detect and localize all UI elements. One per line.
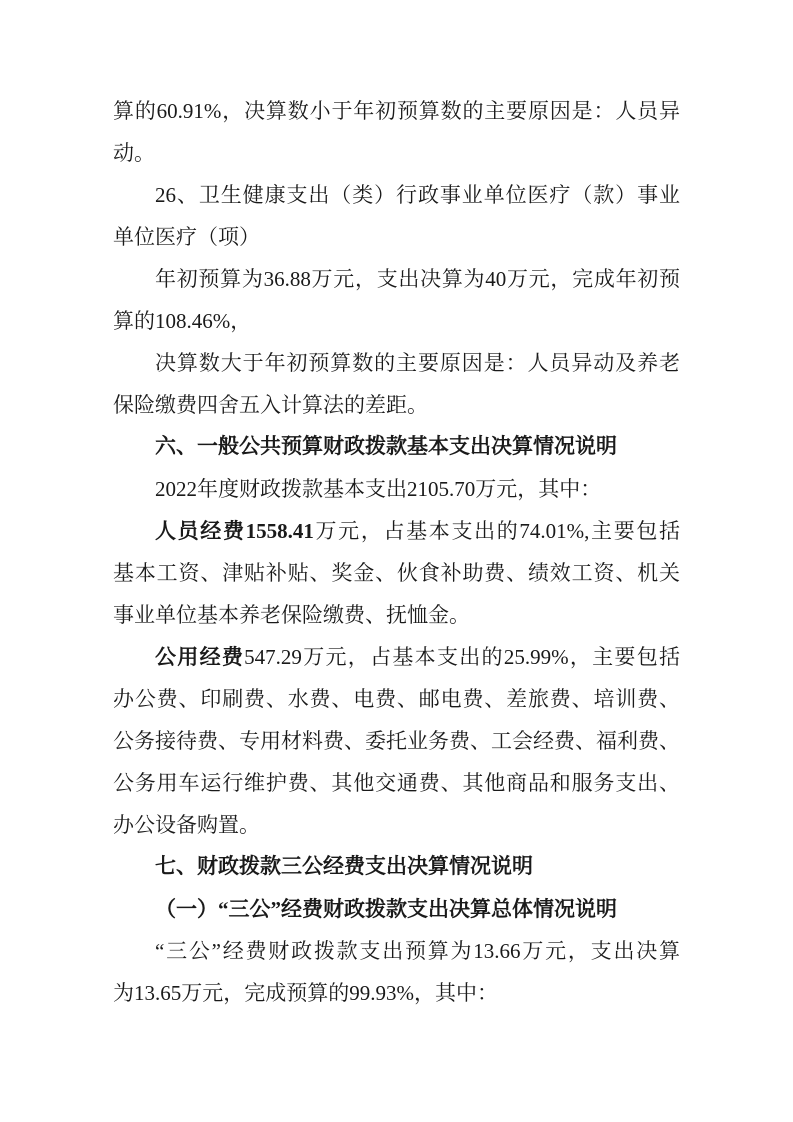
bold-lead-public-funds: 公用经费 [155,645,245,669]
text-line: 26、卫生健康支出（类）行政事业单位医疗（款）事业 [155,183,680,207]
section-heading-7: 七、财政拨款三公经费支出决算情况说明 [155,855,533,878]
text-line: 保险缴费四舍五入计算法的差距。 [113,393,428,417]
bold-lead-personnel-funds: 人员经费1558.41 [155,519,314,543]
text-line: 2022年度财政拨款基本支出2105.70万元，其中： [155,477,602,501]
document-text-block [113,90,680,1014]
text-line: “三公”经费财政拨款支出预算为13.66万元，支出决算 [155,939,680,963]
text-line: 决算数大于年初预算数的主要原因是：人员异动及养老 [155,351,680,375]
text-line: 办公设备购置。 [113,813,260,837]
text-line [113,636,680,678]
text-line: 单位医疗（项） [113,225,260,249]
subsection-heading-7-1: （一）“三公”经费财政拨款支出决算总体情况说明 [155,897,617,921]
text-line: 算的108.46%， [113,309,252,333]
text-run: 547.29万元，占基本支出的25.99%，主要包括 [244,645,681,669]
text-line: 办公费、印刷费、水费、电费、邮电费、差旅费、培训费、 [113,687,680,711]
text-line [113,510,680,552]
text-line: 公务接待费、专用材料费、委托业务费、工会经费、福利费、 [113,729,680,753]
section-heading-6: 六、一般公共预算财政拨款基本支出决算情况说明 [155,435,617,458]
text-line: 年初预算为36.88万元，支出决算为40万元，完成年初预 [155,267,680,291]
text-line: 为13.65万元，完成预算的99.93%，其中： [113,981,498,1005]
text-line: 基本工资、津贴补贴、奖金、伙食补助费、绩效工资、机关 [113,561,680,585]
text-run: 万元，占基本支出的74.01%,主要包括 [313,519,681,543]
text-line: 算的60.91%，决算数小于年初预算数的主要原因是：人员异 [113,99,680,123]
text-line: 公务用车运行维护费、其他交通费、其他商品和服务支出、 [113,771,680,795]
text-line: 动。 [113,141,155,165]
text-line: 事业单位基本养老保险缴费、抚恤金。 [113,603,470,627]
